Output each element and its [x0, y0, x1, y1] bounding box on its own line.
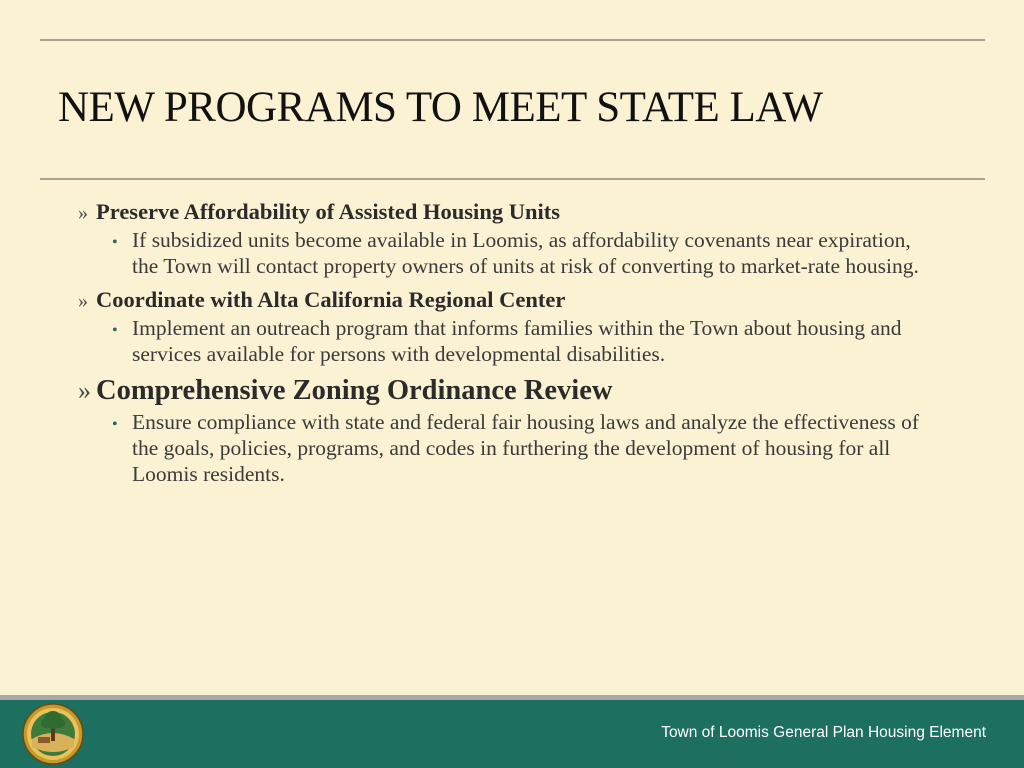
program-item	[78, 199, 958, 279]
double-chevron-icon: »	[78, 376, 91, 405]
town-seal-icon	[22, 703, 84, 765]
program-heading: Preserve Affordability of Assisted Housing Units	[96, 199, 560, 224]
title-divider	[40, 178, 985, 180]
program-heading: Coordinate with Alta California Regional Center	[96, 287, 566, 312]
program-list	[78, 199, 958, 487]
program-item	[78, 287, 958, 367]
bullet-icon: •	[112, 416, 118, 433]
program-heading: Comprehensive Zoning Ordinance Review	[96, 375, 613, 406]
top-divider	[40, 39, 985, 41]
slide-title: NEW PROGRAMS TO MEET STATE LAW	[58, 84, 823, 131]
program-detail: Ensure compliance with state and federal fair housing laws and analyze the effectiveness of the goals, policies, programs, and codes in furthering the development of housing for all Loomis residents.	[132, 410, 920, 486]
program-item	[78, 375, 958, 487]
double-chevron-icon: »	[78, 290, 88, 312]
footer-text: Town of Loomis General Plan Housing Element	[661, 724, 986, 741]
footer-bar	[0, 700, 1024, 768]
program-detail: Implement an outreach program that informs families within the Town about housing and services available for persons with developmental disabilities.	[132, 316, 902, 366]
bullet-icon: •	[112, 234, 118, 251]
program-detail: If subsidized units become available in Loomis, as affordability covenants near expiration, the Town will contact property owners of units at risk of converting to market-rate housing.	[132, 228, 919, 278]
bullet-icon: •	[112, 322, 118, 339]
double-chevron-icon: »	[78, 202, 88, 224]
